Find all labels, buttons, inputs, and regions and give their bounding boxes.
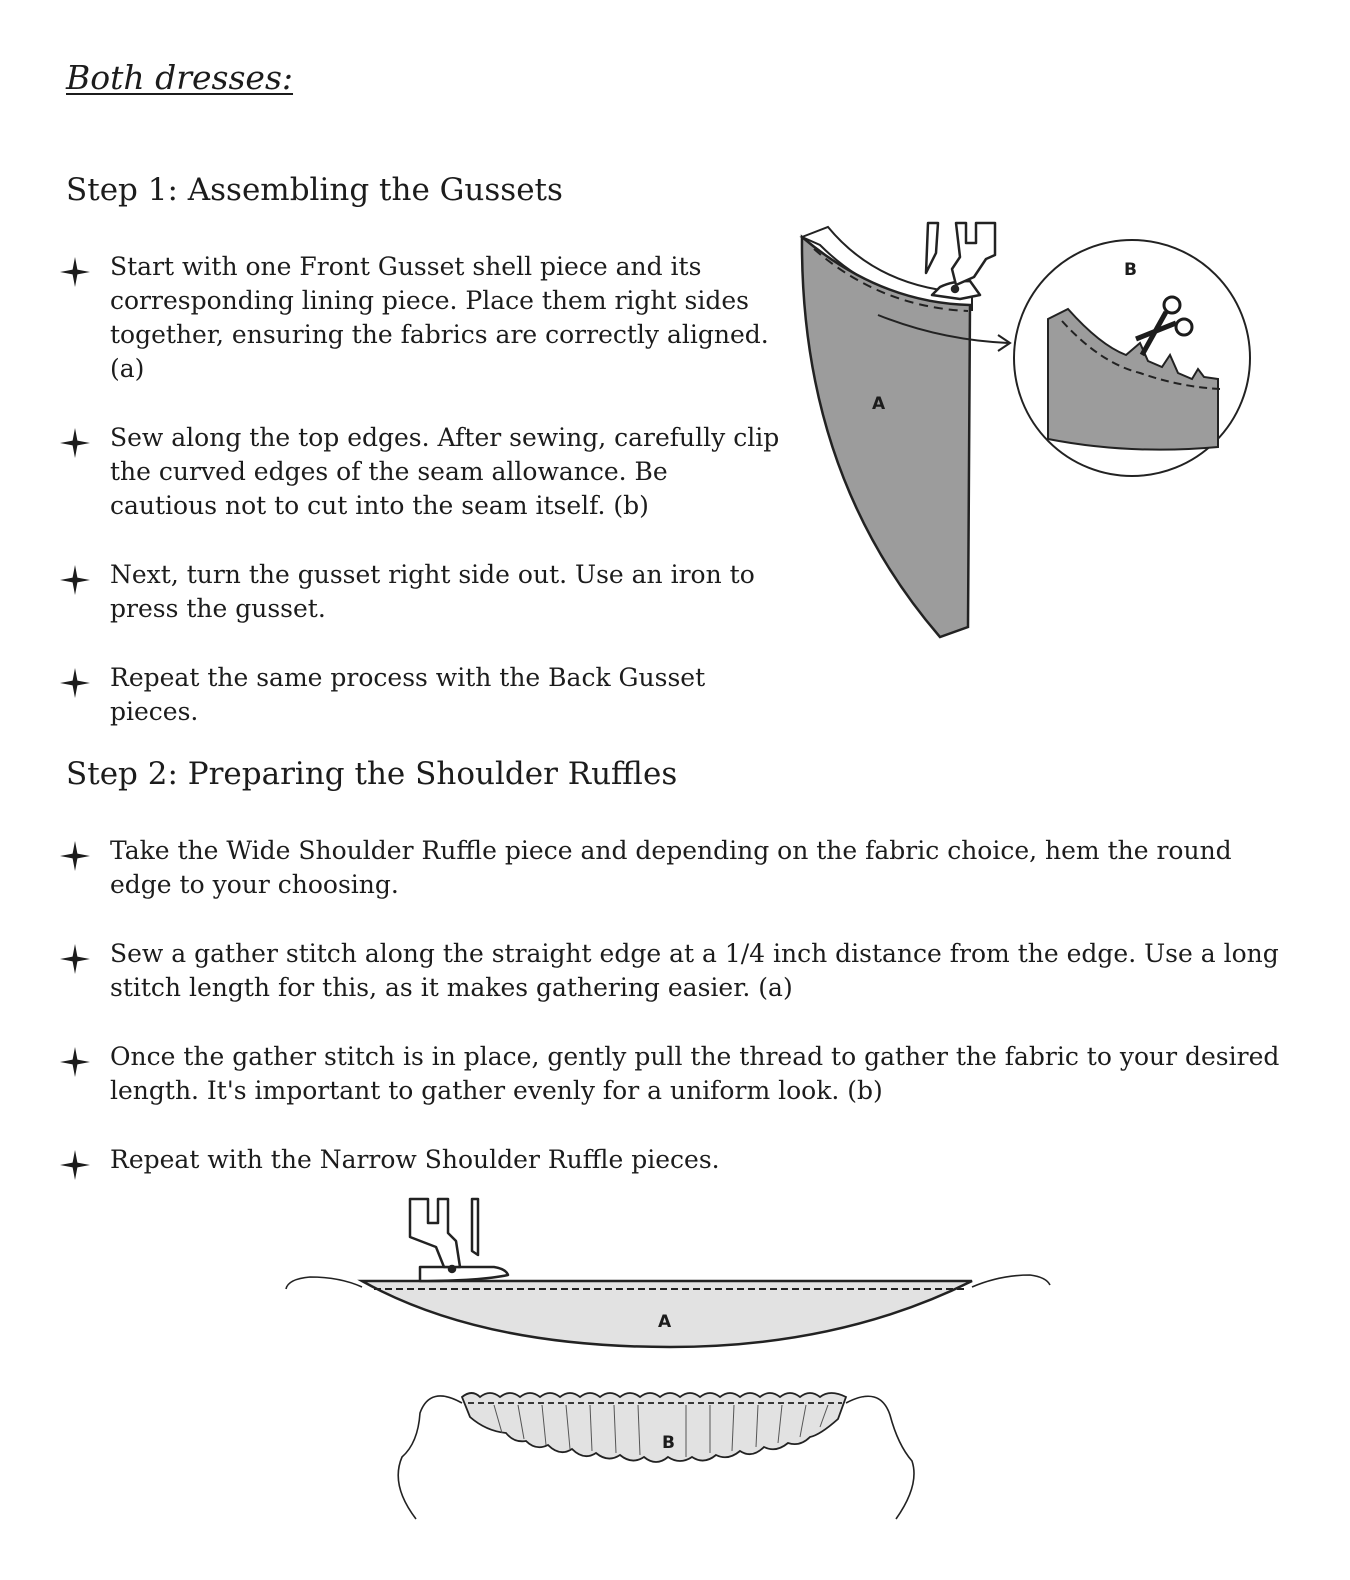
section-title: Both dresses: (66, 58, 294, 97)
step2-bullet-text: Once the gather stitch is in place, gently pull the thread to gather the fabric to your desired length. It's important to gather evenly for a uniform look. (b) (110, 1042, 1280, 1105)
step1-bullet-text: Repeat the same process with the Back Gusset pieces. (110, 663, 706, 726)
thread-right-b (846, 1396, 914, 1519)
step2-bullet-list (60, 834, 1300, 1177)
ruffle-label-a: A (658, 1312, 672, 1332)
star-bullet-icon (60, 1047, 90, 1077)
thread-right-a (972, 1275, 1050, 1287)
star-bullet-icon (60, 944, 90, 974)
star-bullet-icon (60, 565, 90, 595)
thread-left-b (398, 1396, 462, 1519)
star-bullet-icon (60, 668, 90, 698)
star-bullet-icon (60, 841, 90, 871)
step1-bullet-text: Start with one Front Gusset shell piece and its corresponding lining piece. Place them right sides together, ensuring the fabrics are correctly aligned.(a) (110, 252, 769, 383)
step2-heading: Step 2: Preparing the Shoulder Ruffles (66, 756, 678, 792)
list-item (60, 1143, 1300, 1177)
detail-label-b: B (1124, 260, 1137, 280)
ruffle-illustration (280, 1185, 1070, 1535)
step1-heading: Step 1: Assembling the Gussets (66, 172, 563, 208)
star-bullet-icon (60, 1150, 90, 1180)
thread-left-a (286, 1277, 362, 1289)
star-bullet-icon (60, 257, 90, 287)
step1-bullet-list (60, 250, 780, 729)
presser-foot-icon (926, 223, 995, 299)
presser-foot-icon (410, 1199, 508, 1281)
list-item (60, 421, 780, 523)
step2-bullet-text: Take the Wide Shoulder Ruffle piece and depending on the fabric choice, hem the round edge to your choosing. (110, 836, 1232, 899)
step1-bullet-text: Next, turn the gusset right side out. Use an iron to press the gusset. (110, 560, 755, 623)
gusset-label-a: A (872, 394, 886, 414)
step2-bullet-text: Sew a gather stitch along the straight edge at a 1/4 inch distance from the edge. Use a long stitch length for this, as it makes gathering easier. (a) (110, 939, 1279, 1002)
list-item (60, 661, 780, 729)
list-item (60, 250, 780, 386)
list-item (60, 937, 1300, 1005)
star-bullet-icon (60, 428, 90, 458)
ruffle-label-b: B (662, 1433, 675, 1453)
list-item (60, 1040, 1300, 1108)
step1-bullet-text: Sew along the top edges. After sewing, carefully clip the curved edges of the seam allowance. Be cautious not to cut into the seam itself. (b) (110, 423, 780, 520)
list-item (60, 558, 780, 626)
step2-bullet-text: Repeat with the Narrow Shoulder Ruffle pieces. (110, 1145, 720, 1174)
gusset-illustration (790, 215, 1290, 655)
list-item (60, 834, 1300, 902)
